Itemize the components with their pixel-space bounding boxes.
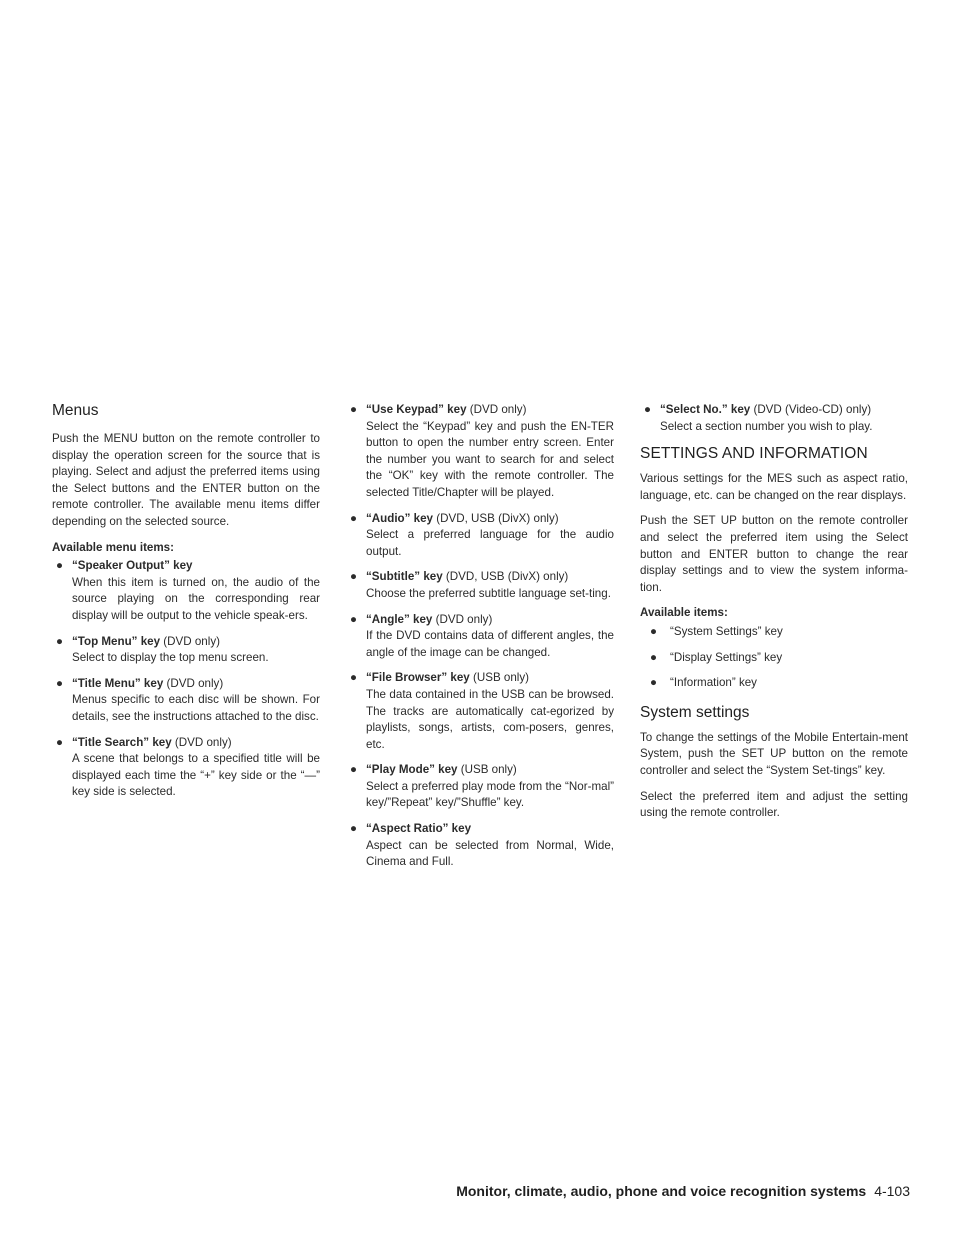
item-key: “Use Keypad” key <box>366 403 467 416</box>
menu-item-title-menu <box>52 676 320 726</box>
bullet-icon: ● <box>350 511 358 525</box>
item-key: “Play Mode” key <box>366 763 458 777</box>
bullet-icon: ● <box>650 650 658 664</box>
bullet-icon: ● <box>350 763 358 777</box>
item-key: “Top Menu” key <box>72 634 161 648</box>
menus-intro-paragraph: Push the MENU button on the remote controller to display the operation screen for the source that is playing. Select and adjust the preferred items using the Select buttons and the ENTER button on the remote controller. The available menu items differ depending on the selected source. <box>52 432 320 528</box>
item-note: (DVD only) <box>435 612 493 626</box>
item-note: (DVD only) <box>174 735 232 749</box>
menu-item-angle <box>346 612 614 662</box>
system-settings-paragraph-1: To change the settings of the Mobile Entertain-ment System, push the SET UP button on the remote controller and select the “System Set-tings” key. <box>640 730 908 777</box>
available-item-label: “Display Settings” key <box>670 650 783 664</box>
bullet-icon: ● <box>56 676 64 690</box>
item-note: (USB only) <box>472 671 530 685</box>
item-description: Select the “Keypad” key and push the EN-TER button to open the number entry screen. Enter the number you want to search for and select the “OK” key with the remote controller. The selected Title/Chapter will be played. <box>366 419 614 499</box>
bullet-icon: ● <box>350 570 358 584</box>
item-key: “Audio” key <box>366 511 433 525</box>
page-footer <box>456 1183 910 1199</box>
bullet-icon: ● <box>56 559 64 573</box>
item-note: (DVD, USB (DivX) only) <box>436 511 559 525</box>
bullet-icon: ● <box>350 822 358 836</box>
available-items-label: Available items: <box>640 606 728 620</box>
item-key: “Angle” key <box>366 612 433 626</box>
menu-item-aspect-ratio <box>346 821 614 871</box>
bullet-icon: ● <box>350 403 358 416</box>
available-item-system-settings <box>650 624 908 641</box>
menu-item-file-browser <box>346 670 614 753</box>
bullet-icon: ● <box>650 624 658 638</box>
item-note: (DVD only) <box>163 634 220 648</box>
item-note: (DVD, USB (DivX) only) <box>445 570 569 584</box>
section-heading-menus: Menus <box>52 402 99 419</box>
available-menu-items-label: Available menu items: <box>52 540 174 554</box>
bullet-icon: ● <box>350 612 358 626</box>
item-key: “Select No.” key <box>660 403 751 416</box>
page-number: 4-103 <box>874 1183 910 1199</box>
item-key: “Speaker Output” key <box>72 559 193 573</box>
available-item-label: “Information” key <box>670 676 757 690</box>
item-description: Menus specific to each disc will be shown. For details, see the instructions attached to the disc. <box>72 693 320 723</box>
item-key: “Aspect Ratio” key <box>366 822 472 836</box>
menu-item-speaker-output <box>52 558 320 624</box>
item-description: Aspect can be selected from Normal, Wide, Cinema and Full. <box>366 838 614 869</box>
available-item-display-settings <box>650 650 908 667</box>
item-description: Select a section number you wish to play. <box>660 419 873 433</box>
menu-item-use-keypad <box>346 402 614 502</box>
column-2 <box>346 402 614 880</box>
item-description: Select a preferred language for the audio output. <box>366 528 614 558</box>
available-item-information <box>650 675 908 692</box>
item-key: “Subtitle” key <box>366 570 443 584</box>
item-description: Select a preferred play mode from the “Nor-mal” key/”Repeat” key/”Shuffle” key. <box>366 779 614 810</box>
item-description: When this item is turned on, the audio of the source playing on the corresponding rear display will be output to the vehicle speak-ers. <box>72 575 320 622</box>
item-note: (USB only) <box>460 763 517 777</box>
item-description: Select to display the top menu screen. <box>72 651 269 665</box>
available-item-label: “System Settings” key <box>670 624 783 638</box>
bullet-icon: ● <box>350 671 358 685</box>
menu-item-play-mode <box>346 762 614 812</box>
item-note: (DVD only) <box>166 676 224 690</box>
column-1 <box>52 402 320 810</box>
item-description: If the DVD contains data of different angles, the angle of the image can be changed. <box>366 629 614 659</box>
item-description: The data contained in the USB can be browsed. The tracks are automatically cat-egorized by playlists, songs, artists, com-posers, genres, etc. <box>366 687 614 751</box>
column-3 <box>640 402 908 831</box>
chapter-title: Monitor, climate, audio, phone and voice recognition systems <box>456 1183 867 1199</box>
settings-paragraph-1: Various settings for the MES such as aspect ratio, language, etc. can be changed on the rear displays. <box>640 472 908 502</box>
menu-item-subtitle <box>346 569 614 602</box>
bullet-icon: ● <box>56 735 64 749</box>
bullet-icon: ● <box>650 676 658 690</box>
menu-item-select-no <box>640 402 908 435</box>
item-key: “File Browser” key <box>366 671 470 685</box>
settings-paragraph-2: Push the SET UP button on the remote controller and select the preferred item using the Select button and ENTER button to change the rear display settings and to view the system informa-tion. <box>640 514 908 594</box>
menu-item-audio <box>346 511 614 561</box>
item-key: “Title Menu” key <box>72 676 164 690</box>
section-heading-settings-information: SETTINGS AND INFORMATION <box>640 445 868 463</box>
section-heading-system-settings: System settings <box>640 703 750 721</box>
item-description: A scene that belongs to a specified title will be displayed each time the “+” key side or the “—” key side is selected. <box>72 752 320 799</box>
item-description: Choose the preferred subtitle language set-ting. <box>366 586 611 600</box>
menu-item-top-menu <box>52 634 320 667</box>
system-settings-paragraph-2: Select the preferred item and adjust the setting using the remote controller. <box>640 789 908 820</box>
item-key: “Title Search” key <box>72 735 172 749</box>
menu-item-title-search <box>52 735 320 801</box>
bullet-icon: ● <box>56 634 64 648</box>
bullet-icon: ● <box>644 403 652 416</box>
item-note: (DVD (Video-CD) only) <box>753 403 872 416</box>
item-note: (DVD only) <box>469 403 527 416</box>
